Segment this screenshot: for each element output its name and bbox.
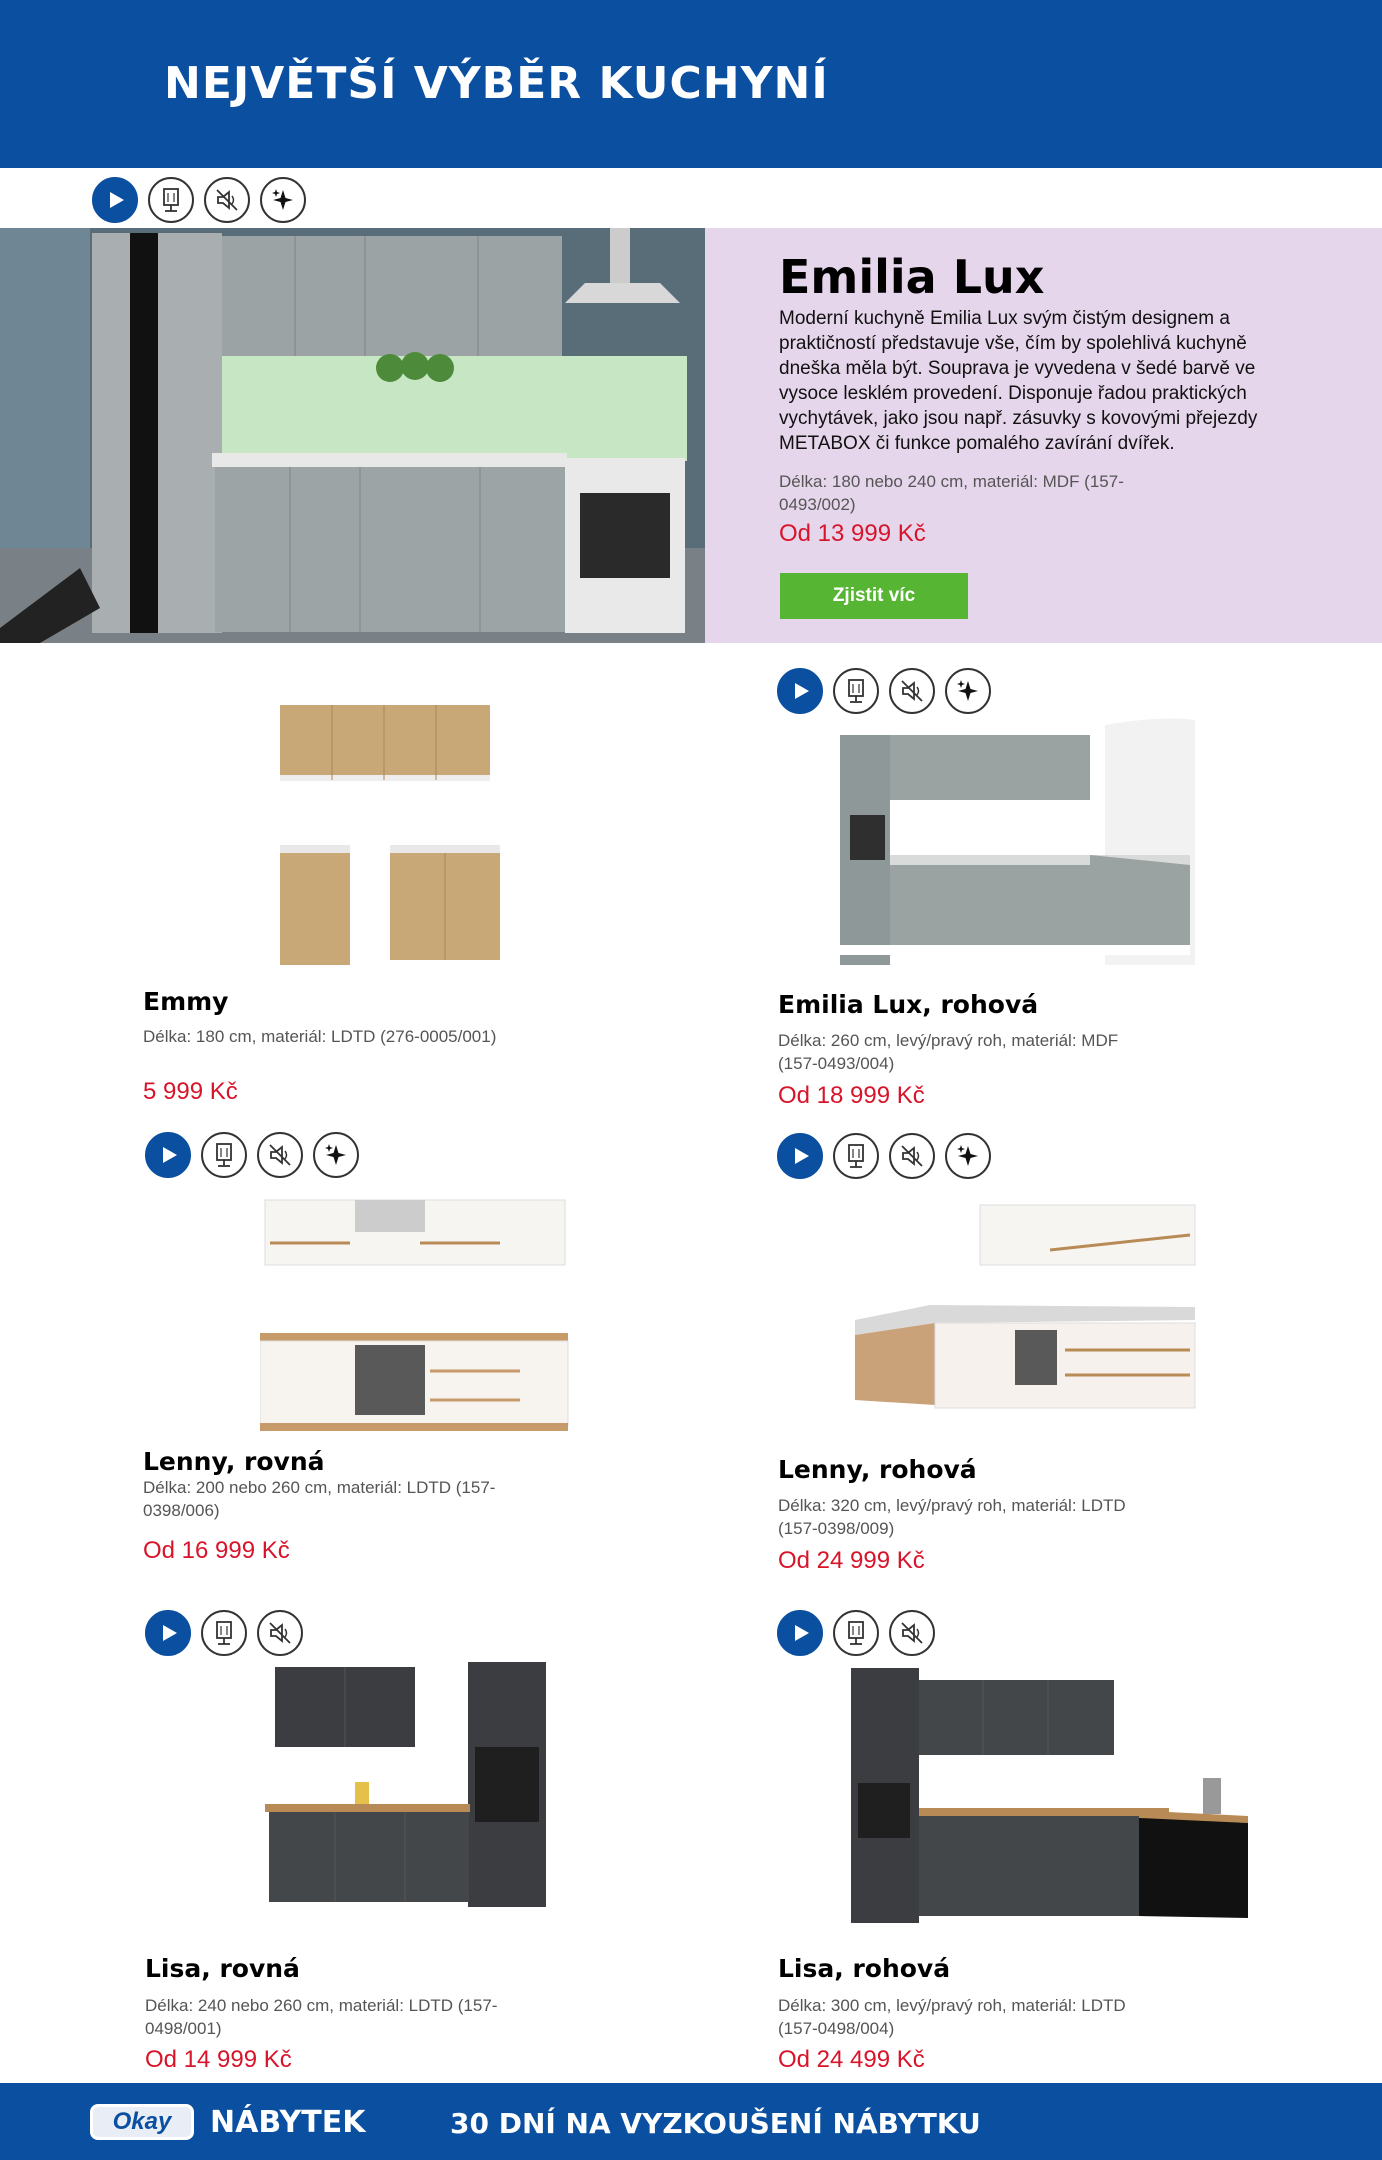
play-icon[interactable] — [145, 1610, 191, 1656]
page-title: NEJVĚTŠÍ VÝBĚR KUCHYNÍ — [164, 58, 829, 109]
hero-spec: Délka: 180 nebo 240 cm, materiál: MDF (157-0493/002) — [779, 472, 1124, 514]
play-icon[interactable] — [777, 668, 823, 714]
muted-speaker-icon — [889, 1610, 935, 1656]
product-image-lenny-corner — [850, 1195, 1200, 1425]
glass-icon — [833, 668, 879, 714]
muted-speaker-icon — [889, 668, 935, 714]
page-header — [0, 0, 1382, 168]
learn-more-button[interactable]: Zjistit víc — [780, 573, 968, 619]
footer-brand: NÁBYTEK — [210, 2105, 366, 2140]
muted-speaker-icon — [257, 1610, 303, 1656]
hero-product-title: Emilia Lux — [779, 250, 1045, 304]
muted-speaker-icon — [257, 1132, 303, 1178]
product-image-emilia-corner — [835, 715, 1215, 965]
glass-icon — [148, 177, 194, 223]
sparkle-icon — [945, 668, 991, 714]
play-icon[interactable] — [777, 1133, 823, 1179]
glass-icon — [833, 1610, 879, 1656]
hero-feature-icons — [92, 177, 306, 223]
hero-kitchen-image — [0, 228, 705, 643]
muted-speaker-icon — [204, 177, 250, 223]
hero-description: Moderní kuchyně Emilia Lux svým čistým designem a praktičností představuje vše, čím by spolehlivá kuchyně dneška měla být. Souprava je vyvedena v šedé barvě ve vysoce lesklém provedení. Disponuje řadou praktických vychytávek, jako jsou např. zásuvky s kovovými přejezdy METABOX či funkce pomalého zavírání dvířek. — [779, 308, 1258, 454]
product-name: Lisa, rohová — [778, 1954, 951, 1983]
product-spec: Délka: 200 nebo 260 cm, materiál: LDTD (157-0398/006) — [143, 1478, 496, 1520]
product-price: 5 999 Kč — [143, 1078, 238, 1105]
product-spec: Délka: 180 cm, materiál: LDTD (276-0005/001) — [143, 1027, 497, 1046]
product-feature-icons — [145, 1132, 359, 1178]
product-image-lenny-straight — [260, 1195, 570, 1435]
product-feature-icons — [777, 668, 991, 714]
product-price: Od 14 999 Kč — [145, 2046, 292, 2073]
play-icon[interactable] — [145, 1132, 191, 1178]
product-spec: Délka: 260 cm, levý/pravý roh, materiál: MDF (157-0493/004) — [778, 1031, 1119, 1073]
glass-icon — [201, 1132, 247, 1178]
product-name: Emilia Lux, rohová — [778, 990, 1039, 1019]
product-name: Lenny, rovná — [143, 1447, 325, 1476]
product-price: Od 24 499 Kč — [778, 2046, 925, 2073]
glass-icon — [201, 1610, 247, 1656]
sparkle-icon — [945, 1133, 991, 1179]
hero-info-panel — [705, 228, 1382, 643]
product-image-lisa-straight — [265, 1662, 550, 1907]
product-spec: Délka: 320 cm, levý/pravý roh, materiál: LDTD (157-0398/009) — [778, 1496, 1126, 1538]
product-feature-icons — [777, 1133, 991, 1179]
product-price: Od 16 999 Kč — [143, 1537, 290, 1564]
product-price: Od 24 999 Kč — [778, 1547, 925, 1574]
hero-price: Od 13 999 Kč — [779, 520, 926, 547]
sparkle-icon — [260, 177, 306, 223]
product-image-emmy — [270, 695, 500, 970]
product-feature-icons — [777, 1610, 935, 1656]
glass-icon — [833, 1133, 879, 1179]
product-spec: Délka: 300 cm, levý/pravý roh, materiál: LDTD (157-0498/004) — [778, 1996, 1126, 2038]
product-price: Od 18 999 Kč — [778, 1082, 925, 1109]
product-name: Emmy — [143, 987, 229, 1016]
product-name: Lisa, rovná — [145, 1954, 300, 1983]
play-icon[interactable] — [777, 1610, 823, 1656]
muted-speaker-icon — [889, 1133, 935, 1179]
okay-logo[interactable]: Okay — [90, 2104, 194, 2140]
product-name: Lenny, rohová — [778, 1455, 977, 1484]
footer-slogan: 30 DNÍ NA VYZKOUŠENÍ NÁBYTKU — [450, 2107, 981, 2140]
product-image-lisa-corner — [848, 1668, 1253, 1923]
page-footer — [0, 2083, 1382, 2160]
product-spec: Délka: 240 nebo 260 cm, materiál: LDTD (157-0498/001) — [145, 1996, 498, 2038]
play-icon[interactable] — [92, 177, 138, 223]
product-feature-icons — [145, 1610, 303, 1656]
sparkle-icon — [313, 1132, 359, 1178]
